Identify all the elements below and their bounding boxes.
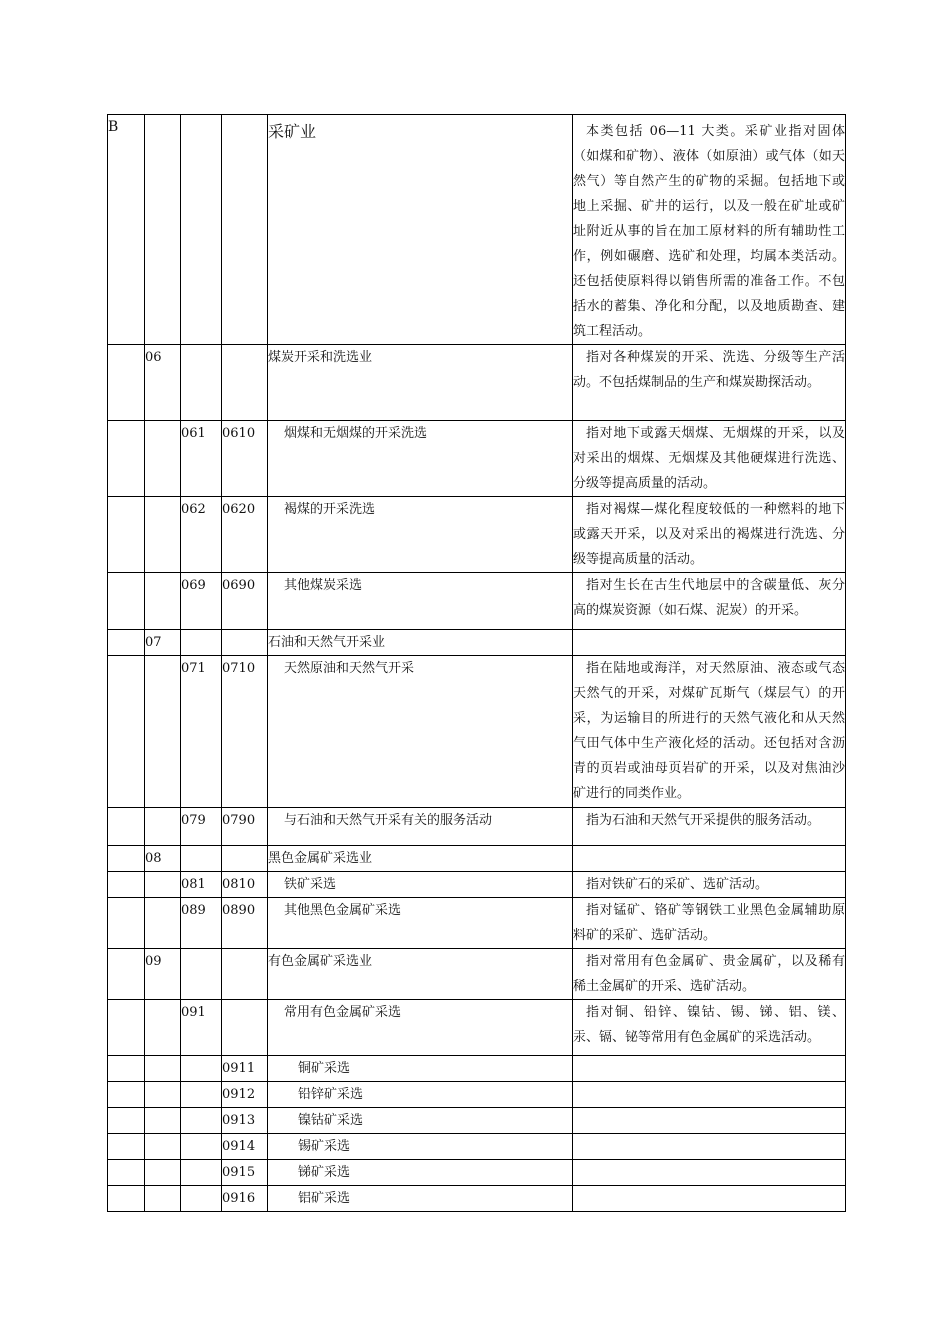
- minor-code: 0790: [222, 808, 268, 846]
- major-code: [145, 1056, 181, 1082]
- major-code: 06: [145, 345, 181, 421]
- category-code: [108, 1082, 145, 1108]
- major-code: 07: [145, 630, 181, 656]
- category-name: 其他煤炭采选: [268, 573, 573, 630]
- category-code: [108, 656, 145, 808]
- category-description: 指对各种煤炭的开采、洗选、分级等生产活动。不包括煤制品的生产和煤炭勘探活动。: [573, 345, 846, 421]
- category-description: [573, 1056, 846, 1082]
- major-code: 09: [145, 949, 181, 1000]
- category-description: [573, 630, 846, 656]
- major-code: [145, 573, 181, 630]
- category-name: 有色金属矿采选业: [268, 949, 573, 1000]
- category-code: [108, 1134, 145, 1160]
- category-description: 指为石油和天然气开采提供的服务活动。: [573, 808, 846, 846]
- category-name: 煤炭开采和洗选业: [268, 345, 573, 421]
- category-description: [573, 1186, 846, 1212]
- category-code: [108, 1000, 145, 1056]
- category-description: 指对生长在古生代地层中的含碳量低、灰分高的煤炭资源（如石煤、泥炭）的开采。: [573, 573, 846, 630]
- category-description: 指对铜、铅锌、镍钴、锡、锑、铝、镁、汞、镉、铋等常用有色金属矿的采选活动。: [573, 1000, 846, 1056]
- category-code: [108, 1186, 145, 1212]
- minor-code: 0710: [222, 656, 268, 808]
- table-row: [108, 115, 846, 345]
- category-code: [108, 808, 145, 846]
- category-name: 铝矿采选: [268, 1186, 573, 1212]
- table-row: [108, 949, 846, 1000]
- category-description: [573, 846, 846, 872]
- table-row: [108, 656, 846, 808]
- medium-code: 091: [181, 1000, 222, 1056]
- minor-code: [222, 115, 268, 345]
- category-description: 指对地下或露天烟煤、无烟煤的开采，以及对采出的烟煤、无烟煤及其他硬煤进行洗选、分级等提高质量的活动。: [573, 421, 846, 497]
- category-name: 黑色金属矿采选业: [268, 846, 573, 872]
- minor-code: 0610: [222, 421, 268, 497]
- major-code: [145, 1186, 181, 1212]
- medium-code: [181, 1082, 222, 1108]
- minor-code: 0890: [222, 898, 268, 949]
- category-description: [573, 1134, 846, 1160]
- major-code: [145, 497, 181, 573]
- minor-code: 0916: [222, 1186, 268, 1212]
- minor-code: [222, 630, 268, 656]
- minor-code: 0690: [222, 573, 268, 630]
- medium-code: [181, 1056, 222, 1082]
- minor-code: 0913: [222, 1108, 268, 1134]
- medium-code: 071: [181, 656, 222, 808]
- category-name: 与石油和天然气开采有关的服务活动: [268, 808, 573, 846]
- medium-code: [181, 1160, 222, 1186]
- category-description: [573, 1082, 846, 1108]
- medium-code: 081: [181, 872, 222, 898]
- minor-code: [222, 1000, 268, 1056]
- major-code: 08: [145, 846, 181, 872]
- medium-code: 061: [181, 421, 222, 497]
- minor-code: 0911: [222, 1056, 268, 1082]
- category-name: 采矿业: [268, 115, 573, 345]
- category-code: [108, 345, 145, 421]
- minor-code: 0620: [222, 497, 268, 573]
- table-row: [108, 846, 846, 872]
- minor-code: 0915: [222, 1160, 268, 1186]
- category-code: [108, 898, 145, 949]
- medium-code: [181, 949, 222, 1000]
- table-row: [108, 1082, 846, 1108]
- major-code: [145, 656, 181, 808]
- category-name: 锡矿采选: [268, 1134, 573, 1160]
- category-name: 铅锌矿采选: [268, 1082, 573, 1108]
- table-row: [108, 872, 846, 898]
- table-body: [108, 115, 846, 1212]
- industry-classification-table: [107, 114, 846, 1212]
- table-row: [108, 808, 846, 846]
- category-code: [108, 421, 145, 497]
- table-row: [108, 573, 846, 630]
- category-name: 铁矿采选: [268, 872, 573, 898]
- medium-code: [181, 1134, 222, 1160]
- table-row: [108, 630, 846, 656]
- category-code: [108, 1056, 145, 1082]
- category-description: 指对铁矿石的采矿、选矿活动。: [573, 872, 846, 898]
- medium-code: 089: [181, 898, 222, 949]
- category-description: 本类包括 06—11 大类。采矿业指对固体（如煤和矿物）、液体（如原油）或气体（如天然气）等自然产生的矿物的采掘。包括地下或地上采掘、矿井的运行，以及一般在矿址或矿址附近从事的旨在加工原材料的所有辅助性工作，例如碾磨、选矿和处理，均属本类活动。还包括使原料得以销售所需的准备工作。不包括水的蓄集、净化和分配，以及地质勘查、建筑工程活动。: [573, 115, 846, 345]
- medium-code: 079: [181, 808, 222, 846]
- minor-code: 0810: [222, 872, 268, 898]
- medium-code: [181, 1108, 222, 1134]
- minor-code: 0914: [222, 1134, 268, 1160]
- table-row: [108, 1134, 846, 1160]
- table-row: [108, 1160, 846, 1186]
- category-name: 铜矿采选: [268, 1056, 573, 1082]
- major-code: [145, 808, 181, 846]
- category-code: [108, 1160, 145, 1186]
- category-code: [108, 872, 145, 898]
- category-code: [108, 497, 145, 573]
- major-code: [145, 1082, 181, 1108]
- category-description: 指对常用有色金属矿、贵金属矿，以及稀有稀土金属矿的开采、选矿活动。: [573, 949, 846, 1000]
- category-name: 石油和天然气开采业: [268, 630, 573, 656]
- category-name: 锑矿采选: [268, 1160, 573, 1186]
- table-row: [108, 1000, 846, 1056]
- category-name: 其他黑色金属矿采选: [268, 898, 573, 949]
- major-code: [145, 1108, 181, 1134]
- major-code: [145, 1160, 181, 1186]
- category-description: [573, 1160, 846, 1186]
- table-row: [108, 1108, 846, 1134]
- table-row: [108, 898, 846, 949]
- medium-code: 069: [181, 573, 222, 630]
- table-row: [108, 345, 846, 421]
- category-name: 褐煤的开采洗选: [268, 497, 573, 573]
- medium-code: 062: [181, 497, 222, 573]
- minor-code: [222, 949, 268, 1000]
- category-name: 镍钴矿采选: [268, 1108, 573, 1134]
- medium-code: [181, 345, 222, 421]
- table-row: [108, 421, 846, 497]
- major-code: [145, 421, 181, 497]
- category-code: [108, 846, 145, 872]
- major-code: [145, 1000, 181, 1056]
- table-row: [108, 497, 846, 573]
- category-code: B: [108, 115, 145, 345]
- category-name: 常用有色金属矿采选: [268, 1000, 573, 1056]
- major-code: [145, 115, 181, 345]
- category-code: [108, 949, 145, 1000]
- table-row: [108, 1186, 846, 1212]
- category-name: 天然原油和天然气开采: [268, 656, 573, 808]
- medium-code: [181, 115, 222, 345]
- medium-code: [181, 630, 222, 656]
- category-description: 指对褐煤—煤化程度较低的一种燃料的地下或露天开采，以及对采出的褐煤进行洗选、分级等提高质量的活动。: [573, 497, 846, 573]
- category-code: [108, 573, 145, 630]
- category-code: [108, 630, 145, 656]
- category-description: 指在陆地或海洋，对天然原油、液态或气态天然气的开采，对煤矿瓦斯气（煤层气）的开采，为运输目的所进行的天然气液化和从天然气田气体中生产液化烃的活动。还包括对含沥青的页岩或油母页岩矿的开采，以及对焦油沙矿进行的同类作业。: [573, 656, 846, 808]
- table-row: [108, 1056, 846, 1082]
- medium-code: [181, 846, 222, 872]
- minor-code: [222, 345, 268, 421]
- medium-code: [181, 1186, 222, 1212]
- major-code: [145, 872, 181, 898]
- category-description: [573, 1108, 846, 1134]
- category-description: 指对锰矿、铬矿等钢铁工业黑色金属辅助原料矿的采矿、选矿活动。: [573, 898, 846, 949]
- category-code: [108, 1108, 145, 1134]
- category-name: 烟煤和无烟煤的开采洗选: [268, 421, 573, 497]
- major-code: [145, 1134, 181, 1160]
- minor-code: [222, 846, 268, 872]
- minor-code: 0912: [222, 1082, 268, 1108]
- major-code: [145, 898, 181, 949]
